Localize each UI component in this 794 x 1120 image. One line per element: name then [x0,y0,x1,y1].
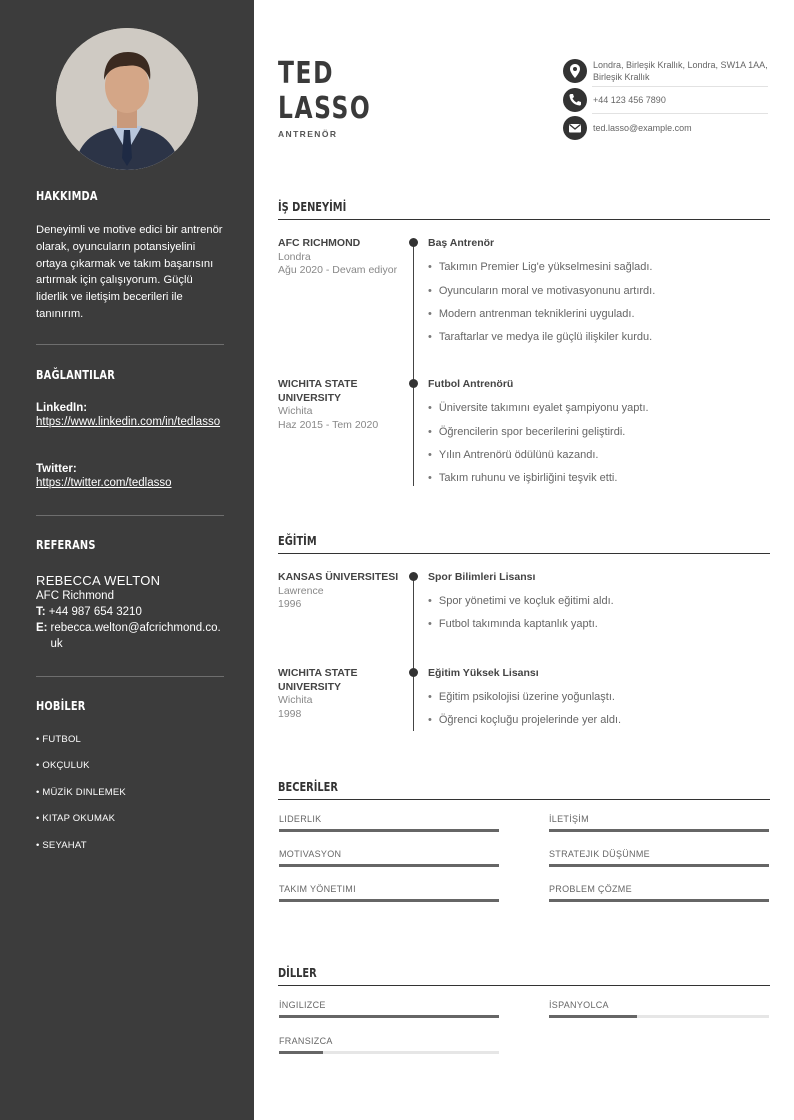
reference-heading: REFERANS [36,538,96,552]
sidebar-divider [36,676,224,677]
education-dates: 1996 [278,598,302,610]
education-bullet: • Futbol takımında kaptanlık yaptı. [428,618,598,630]
education-dates: 1998 [278,707,302,720]
education-bullet: • Öğrenci koçluğu projelerinde yer aldı. [428,714,621,726]
language-bar-fill [279,1015,499,1018]
experience-entry-meta [278,237,403,278]
contact-divider [592,113,768,114]
contact-email[interactable]: ted.lasso@example.com [593,123,692,133]
section-rule [278,553,770,554]
job-role: ANTRENÖR [278,129,338,139]
skill-bar-fill [549,864,769,867]
skills-heading: BECERİLER [278,780,338,794]
linkedin-link[interactable]: https://www.linkedin.com/in/tedlasso [36,416,221,428]
experience-dates: Haz 2015 - Tem 2020 [278,418,379,431]
experience-location: Londra [278,250,311,263]
skill-bar-fill [279,899,499,902]
twitter-label: Twitter: [36,463,77,475]
skill-label: TAKIM YÖNETIMI [279,884,356,894]
timeline-dot [409,379,418,388]
hobbies-list [36,734,224,866]
experience-bullet: • Öğrencilerin spor becerilerini geliştirdi. [428,426,625,438]
language-bar [279,1051,499,1054]
last-name: LASSO [278,91,372,126]
language-bar-fill [279,1051,323,1054]
skill-bar [549,829,769,832]
profile-photo-icon [56,28,198,170]
education-location: Wichita [278,694,313,706]
reference-email[interactable]: rebecca.welton@afcrichmond.co.uk [50,622,221,650]
reference-name: REBECCA WELTON [36,573,161,588]
reference-email-row [36,620,224,652]
skill-bar-fill [549,829,769,832]
experience-bullet: • Taraftarlar ve medya ile güçlü ilişkiler kurdu. [428,331,652,343]
experience-bullet: • Modern antrenman tekniklerini uyguladı. [428,308,635,320]
language-label: FRANSIZCA [279,1036,333,1046]
skill-bar-fill [549,899,769,902]
experience-org: AFC RICHMOND [278,237,361,249]
experience-bullet: • Takımın Premier Lig'e yükselmesini sağladı. [428,261,653,273]
contact-address-row [563,59,769,85]
linkedin-block [36,402,224,430]
contact-email-row [563,116,769,140]
skill-bar [279,864,499,867]
language-label: İNGILIZCE [279,1000,326,1010]
experience-dates: Ağu 2020 - Devam ediyor [278,264,398,276]
education-org: WICHITA STATE UNIVERSITY [278,667,358,693]
phone-icon [563,88,587,112]
hobbies-heading: HOBİLER [36,699,86,713]
experience-bullet: • Takım ruhunu ve işbirliğini teşvik etti. [428,472,617,484]
about-text-block [36,222,224,323]
education-bullet: • Spor yönetimi ve koçluk eğitimi aldı. [428,595,614,607]
contact-address: Londra, Birleşik Krallık, Londra, SW1A 1AA, Birleşik Krallık [593,60,768,82]
hobby-item: • FUTBOL [36,734,82,745]
location-pin-icon [563,59,587,83]
skill-label: PROBLEM ÇÖZME [549,884,632,894]
education-location: Lawrence [278,584,324,597]
sidebar [0,0,254,1120]
education-entry-meta [278,571,403,612]
skill-label: LIDERLIK [279,814,322,824]
contact-divider [592,86,768,87]
skill-bar [279,899,499,902]
sidebar-divider [36,344,224,345]
experience-bullet: • Oyuncuların moral ve motivasyonunu artırdı. [428,285,655,297]
about-text: Deneyimli ve motive edici bir antrenör olarak, oyuncuların potansiyelini ortaya çıkarmak ve takım başarısını artırmak için çalışıyorum. Güçlü liderlik ve iletişim becerileri ile tanınırım. [36,224,223,320]
experience-heading: İŞ DENEYİMİ [278,200,347,214]
experience-bullet: • Üniversite takımını eyalet şampiyonu yaptı. [428,402,649,414]
education-org: KANSAS ÜNIVERSITESI [278,571,399,583]
section-rule [278,219,770,220]
education-heading: EĞİTİM [278,534,317,548]
hobby-item: • OKÇULUK [36,760,90,772]
education-title: Spor Bilimleri Lisansı [428,571,536,583]
hobbies-section [36,699,224,713]
timeline-dot [409,668,418,677]
twitter-block [36,463,224,491]
language-bar-fill [549,1015,637,1018]
reference-phone-label: T: [36,606,46,618]
hobby-item: • SEYAHAT [36,839,87,851]
education-entry-meta [278,667,403,721]
experience-org: WICHITA STATE UNIVERSITY [278,378,358,404]
timeline-line [413,576,414,731]
hobby-item: • KITAP OKUMAK [36,813,116,825]
contact-phone: +44 123 456 7890 [593,95,666,105]
language-bar [549,1015,769,1018]
skill-label: İLETİŞİM [549,814,589,824]
reference-company: AFC Richmond [36,590,114,602]
timeline-line [413,242,414,486]
reference-block [36,573,224,652]
mail-icon [563,116,587,140]
skill-bar-fill [279,829,499,832]
first-name: TED [278,56,335,91]
links-heading: BAĞLANTILAR [36,368,115,382]
skill-label: MOTIVASYON [279,849,342,859]
twitter-link[interactable]: https://twitter.com/tedlasso [36,477,172,489]
experience-bullet: • Yılın Antrenörü ödülünü kazandı. [428,449,598,461]
experience-title: Baş Antrenör [428,237,495,249]
hobby-item: • MÜZİK DINLEMEK [36,786,126,798]
skill-bar [549,864,769,867]
sidebar-divider [36,515,224,516]
experience-entry-meta [278,378,403,432]
reference-section [36,538,224,552]
experience-title: Futbol Antrenörü [428,378,514,390]
section-rule [278,799,770,800]
language-label: İSPANYOLCA [549,1000,609,1010]
education-title: Eğitim Yüksek Lisansı [428,667,539,679]
about-section [36,189,224,203]
skill-label: STRATEJIK DÜŞÜNME [549,849,650,859]
avatar [56,28,198,170]
section-rule [278,985,770,986]
language-bar [279,1015,499,1018]
timeline-dot [409,572,418,581]
skill-bar-fill [279,864,499,867]
links-section [36,368,224,382]
skill-bar [279,829,499,832]
languages-heading: DİLLER [278,966,317,980]
skill-bar [549,899,769,902]
education-bullet: • Eğitim psikolojisi üzerine yoğunlaştı. [428,691,615,703]
contact-phone-row [563,88,769,112]
about-heading: HAKKIMDA [36,189,98,203]
timeline-dot [409,238,418,247]
experience-location: Wichita [278,405,313,417]
reference-phone: +44 987 654 3210 [48,606,142,618]
reference-email-label: E: [36,622,48,634]
reference-phone-row [36,604,224,620]
linkedin-label: LinkedIn: [36,402,88,414]
